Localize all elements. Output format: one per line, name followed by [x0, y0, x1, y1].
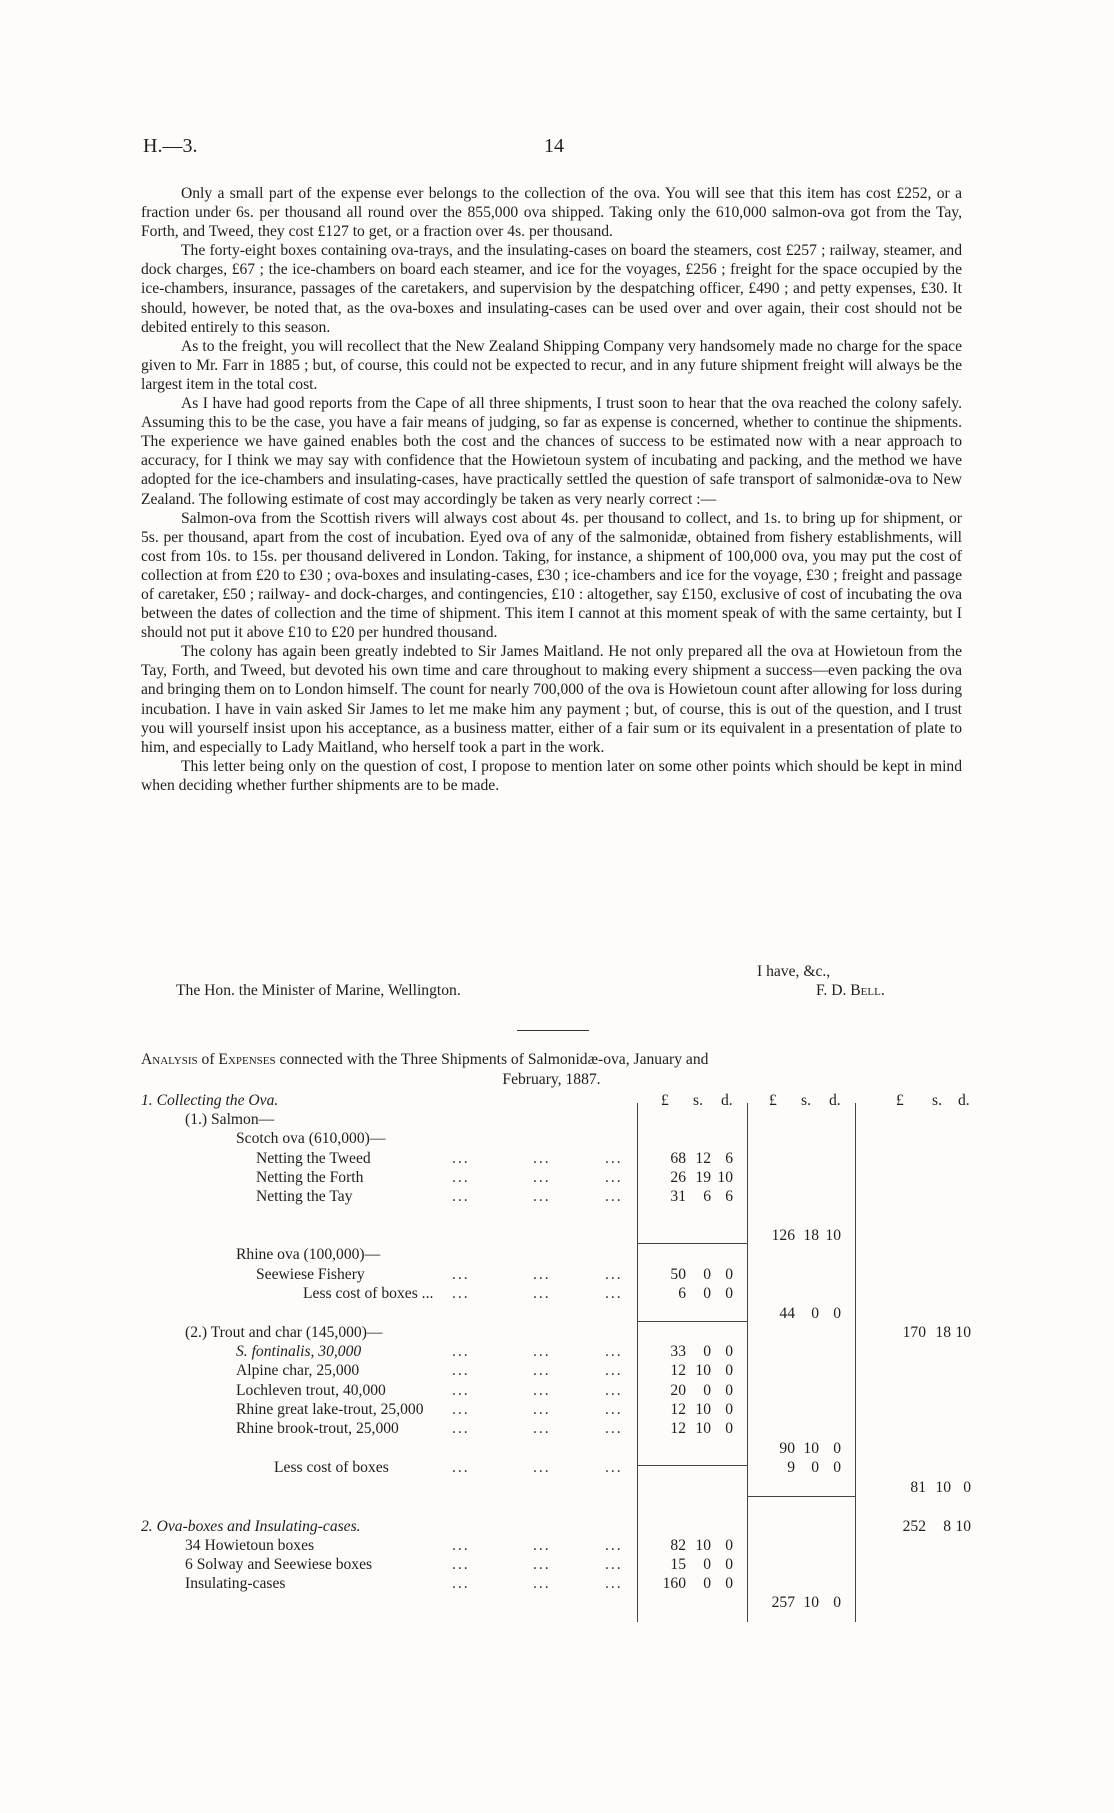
row-label: Seewiese Fishery — [256, 1266, 365, 1283]
sum-rule — [637, 1465, 747, 1466]
amount-pounds: 68 — [670, 1150, 686, 1167]
row-label: Insulating-cases — [185, 1575, 286, 1592]
amount-pounds: 20 — [670, 1382, 686, 1399]
amount-pounds: 90 — [779, 1440, 795, 1457]
sum-rule — [747, 1496, 855, 1497]
amount-shillings: 10 — [803, 1594, 819, 1611]
amount-pounds: 26 — [670, 1169, 686, 1186]
leader-dots: ... — [605, 1556, 623, 1573]
leader-dots: ... — [533, 1188, 551, 1205]
amount-shillings: 0 — [703, 1285, 711, 1302]
amount-shillings: 12 — [695, 1150, 711, 1167]
addressee: The Hon. the Minister of Marine, Wellington. — [176, 982, 461, 999]
row-label: Netting the Tay — [256, 1188, 353, 1205]
section-heading: 1. Collecting the Ova. — [141, 1092, 279, 1109]
amount-pounds: 82 — [670, 1537, 686, 1554]
sum-rule — [637, 1321, 747, 1322]
row-label: Netting the Forth — [256, 1169, 364, 1186]
paragraph: The forty-eight boxes containing ova-trays, and the insulating-cases on board the steamers, cost £257 ; railway, steamer, and dock charges, £67 ; the ice-chambers on board each steamer, and ice for the voyages, £256 ; freight for the space occupied by the ice-chambers, insurance, passages of the caretakers, and supervision by the despatching officer, £490 ; and petty expenses, £30. It should, however, be noted that, as the ova-boxes and insulating-cases can be used over and over again, their cost should not be debited entirely to this season. — [141, 242, 962, 336]
paragraph: Salmon-ova from the Scottish rivers will always cost about 4s. per thousand to collect, and 1s. to bring up for shipment, or 5s. per thousand, apart from the cost of incubation. Eyed ova of any of the salmonidæ, obtained from fishery establishments, will cost from 10s. to 15s. per thousand delivered in London. Taking, for instance, a shipment of 100,000 ova, you may put the cost of collection at from £20 to £30 ; ova-boxes and insulating-cases, £30 ; ice-chambers and ice for the voyage, £30 ; freight and passage of caretaker, £50 ; railway- and dock-charges, and contingencies, £10 : altogether, say £150, exclusive of cost of incubating the ova between the dates of collection and the time of shipment. This item I cannot at this moment speak of with the same certainty, but I should not put it above £10 to £20 per hundred thousand. — [141, 509, 962, 642]
leader-dots: ... — [605, 1575, 623, 1592]
row-label: (2.) Trout and char (145,000)— — [185, 1324, 383, 1341]
amount-pounds: 12 — [670, 1362, 686, 1379]
leader-dots: ... — [605, 1169, 623, 1186]
title-line2: February, 1887. — [502, 1070, 601, 1088]
leader-dots: ... — [605, 1266, 623, 1283]
closing: I have, &c., — [757, 963, 831, 980]
amount-shillings: 10 — [695, 1362, 711, 1379]
currency-header: d. — [829, 1092, 841, 1109]
currency-header: £ — [661, 1092, 669, 1109]
sum-rule — [637, 1243, 747, 1244]
amount-pounds: 33 — [670, 1343, 686, 1360]
amount-shillings: 18 — [935, 1324, 951, 1341]
leader-dots: ... — [605, 1188, 623, 1205]
leader-dots: ... — [533, 1169, 551, 1186]
row-label: Netting the Tweed — [256, 1150, 371, 1167]
leader-dots: ... — [533, 1401, 551, 1418]
leader-dots: ... — [452, 1188, 470, 1205]
amount-pounds: 50 — [670, 1266, 686, 1283]
leader-dots: ... — [533, 1150, 551, 1167]
leader-dots: ... — [452, 1459, 470, 1476]
leader-dots: ... — [605, 1285, 623, 1302]
leader-dots: ... — [452, 1537, 470, 1554]
amount-pounds: 12 — [670, 1420, 686, 1437]
amount-pounds: 81 — [910, 1479, 926, 1496]
row-label: Rhine brook-trout, 25,000 — [236, 1420, 399, 1437]
title-word: Analysis — [141, 1051, 198, 1068]
leader-dots: ... — [533, 1285, 551, 1302]
amount-pence: 0 — [963, 1479, 971, 1496]
title-word: of — [197, 1051, 219, 1068]
amount-pence: 10 — [955, 1518, 971, 1535]
row-label: Rhine great lake-trout, 25,000 — [236, 1401, 424, 1418]
currency-header: s. — [693, 1092, 703, 1109]
amount-pence: 0 — [725, 1537, 733, 1554]
amount-pence: 0 — [833, 1459, 841, 1476]
row-label: 34 Howietoun boxes — [185, 1537, 315, 1554]
paragraph: As to the freight, you will recollect that the New Zealand Shipping Company very handsomely made no charge for the space given to Mr. Farr in 1885 ; but, of course, this could not be expected to recur, and in any future shipment freight will always be the largest item in the total cost. — [141, 337, 962, 393]
amount-shillings: 0 — [703, 1343, 711, 1360]
amount-shillings: 10 — [803, 1440, 819, 1457]
amount-shillings: 0 — [811, 1459, 819, 1476]
paragraph: The colony has again been greatly indebted to Sir James Maitland. He not only prepared all the ova at Howietoun from the Tay, Forth, and Tweed, but devoted his own time and care throughout to making every shipment a success—even packing the ova and bringing them on to London himself. The count for nearly 700,000 of the ova is Howietoun count after allowing for loss during incubation. I have in vain asked Sir James to let me make him any payment ; but, of course, this is out of the question, and I trust you will yourself insist upon his acceptance, as a business matter, either of a fair sum or its equivalent in a presentation of plate to him, and especially to Lady Maitland, who herself took a part in the work. — [141, 643, 962, 756]
leader-dots: ... — [533, 1537, 551, 1554]
leader-dots: ... — [533, 1556, 551, 1573]
leader-dots: ... — [452, 1150, 470, 1167]
signature: F. D. Bell. — [816, 982, 885, 999]
leader-dots: ... — [605, 1150, 623, 1167]
currency-header: £ — [896, 1092, 904, 1109]
section-heading: 2. Ova-boxes and Insulating-cases. — [141, 1518, 361, 1535]
amount-pounds: 170 — [902, 1324, 926, 1341]
amount-pounds: 257 — [771, 1594, 795, 1611]
column-rule — [747, 1103, 748, 1622]
amount-pence: 0 — [725, 1362, 733, 1379]
paragraph: This letter being only on the question of cost, I propose to mention later on some other points which should be kept in mind when deciding whether further shipments are to be made. — [141, 757, 962, 794]
amount-pounds: 252 — [902, 1518, 926, 1535]
leader-dots: ... — [452, 1382, 470, 1399]
amount-pounds: 160 — [662, 1575, 686, 1592]
amount-pounds: 15 — [670, 1556, 686, 1573]
currency-header: s. — [932, 1092, 942, 1109]
paragraph: Only a small part of the expense ever belongs to the collection of the ova. You will see that this item has cost £252, or a fraction under 6s. per thousand all round over the 855,000 ova shipped. Taking only the 610,000 salmon-ova got from the Tay, Forth, and Tweed, they cost £127 to get, or a fraction over 4s. per thousand. — [141, 185, 962, 241]
leader-dots: ... — [452, 1285, 470, 1302]
leader-dots: ... — [452, 1169, 470, 1186]
amount-pence: 0 — [725, 1420, 733, 1437]
amount-pence: 0 — [725, 1343, 733, 1360]
row-label: Scotch ova (610,000)— — [236, 1130, 386, 1147]
amount-shillings: 10 — [695, 1420, 711, 1437]
leader-dots: ... — [533, 1382, 551, 1399]
amount-pence: 6 — [725, 1188, 733, 1205]
row-label: Lochleven trout, 40,000 — [236, 1382, 386, 1399]
leader-dots: ... — [533, 1575, 551, 1592]
currency-header: s. — [801, 1092, 811, 1109]
column-rule — [637, 1103, 638, 1622]
leader-dots: ... — [605, 1420, 623, 1437]
amount-pence: 0 — [725, 1266, 733, 1283]
amount-shillings: 0 — [811, 1305, 819, 1322]
amount-pounds: 44 — [779, 1305, 795, 1322]
row-label: (1.) Salmon— — [185, 1111, 275, 1128]
amount-pence: 10 — [717, 1169, 733, 1186]
leader-dots: ... — [533, 1420, 551, 1437]
leader-dots: ... — [533, 1343, 551, 1360]
leader-dots: ... — [605, 1459, 623, 1476]
leader-dots: ... — [605, 1537, 623, 1554]
leader-dots: ... — [605, 1382, 623, 1399]
amount-pence: 0 — [833, 1440, 841, 1457]
amount-pence: 0 — [725, 1285, 733, 1302]
amount-pence: 0 — [725, 1556, 733, 1573]
amount-pence: 0 — [833, 1305, 841, 1322]
title-word: Expenses — [218, 1051, 276, 1068]
amount-pence: 0 — [725, 1575, 733, 1592]
amount-shillings: 0 — [703, 1556, 711, 1573]
leader-dots: ... — [605, 1362, 623, 1379]
leader-dots: ... — [533, 1266, 551, 1283]
leader-dots: ... — [452, 1401, 470, 1418]
amount-shillings: 6 — [703, 1188, 711, 1205]
amount-shillings: 10 — [695, 1537, 711, 1554]
column-rule — [855, 1103, 856, 1622]
leader-dots: ... — [452, 1343, 470, 1360]
leader-dots: ... — [533, 1459, 551, 1476]
amount-pence: 10 — [955, 1324, 971, 1341]
paragraph: As I have had good reports from the Cape of all three shipments, I trust soon to hear that the ova reached the colony safely. Assuming this to be the case, you have a fair means of judging, so far as expense is concerned, whether to continue the shipments. The experience we have gained enables both the cost and the chances of success to be estimated now with a near approach to accuracy, for I think we may say with confidence that the Howietoun system of incubating and packing, and the method we have adopted for the ice-chambers and insulating-cases, have practically settled the question of safe transport of salmonidæ-ova to New Zealand. The following estimate of cost may accordingly be taken as very nearly correct :— — [141, 395, 962, 508]
leader-dots: ... — [452, 1420, 470, 1437]
amount-pounds: 126 — [771, 1227, 795, 1244]
row-label: Rhine ova (100,000)— — [236, 1246, 381, 1263]
page-number: 14 — [544, 135, 564, 157]
amount-shillings: 8 — [943, 1518, 951, 1535]
leader-dots: ... — [452, 1556, 470, 1573]
amount-pence: 0 — [833, 1594, 841, 1611]
leader-dots: ... — [452, 1362, 470, 1379]
amount-shillings: 10 — [695, 1401, 711, 1418]
currency-header: d. — [721, 1092, 733, 1109]
amount-shillings: 19 — [695, 1169, 711, 1186]
currency-header: d. — [958, 1092, 970, 1109]
amount-pence: 0 — [725, 1401, 733, 1418]
row-label: Less cost of boxes ... — [303, 1285, 434, 1302]
page-reference: H.—3. — [143, 135, 198, 157]
row-label: Alpine char, 25,000 — [236, 1362, 360, 1379]
amount-shillings: 0 — [703, 1575, 711, 1592]
leader-dots: ... — [452, 1575, 470, 1592]
leader-dots: ... — [452, 1266, 470, 1283]
amount-shillings: 18 — [803, 1227, 819, 1244]
amount-pence: 0 — [725, 1382, 733, 1399]
title-rest: connected with the Three Shipments of Salmonidæ-ova, January and — [275, 1051, 709, 1068]
amount-pence: 6 — [725, 1150, 733, 1167]
row-label: 6 Solway and Seewiese boxes — [185, 1556, 373, 1573]
row-label: Less cost of boxes — [274, 1459, 389, 1476]
amount-pounds: 31 — [670, 1188, 686, 1205]
amount-pounds: 12 — [670, 1401, 686, 1418]
amount-shillings: 0 — [703, 1382, 711, 1399]
currency-header: £ — [769, 1092, 777, 1109]
leader-dots: ... — [533, 1362, 551, 1379]
amount-shillings: 10 — [935, 1479, 951, 1496]
leader-dots: ... — [605, 1343, 623, 1360]
row-label: S. fontinalis, 30,000 — [236, 1343, 362, 1360]
amount-pounds: 6 — [678, 1285, 686, 1302]
amount-shillings: 0 — [703, 1266, 711, 1283]
amount-pounds: 9 — [787, 1459, 795, 1476]
amount-pence: 10 — [825, 1227, 841, 1244]
leader-dots: ... — [605, 1401, 623, 1418]
